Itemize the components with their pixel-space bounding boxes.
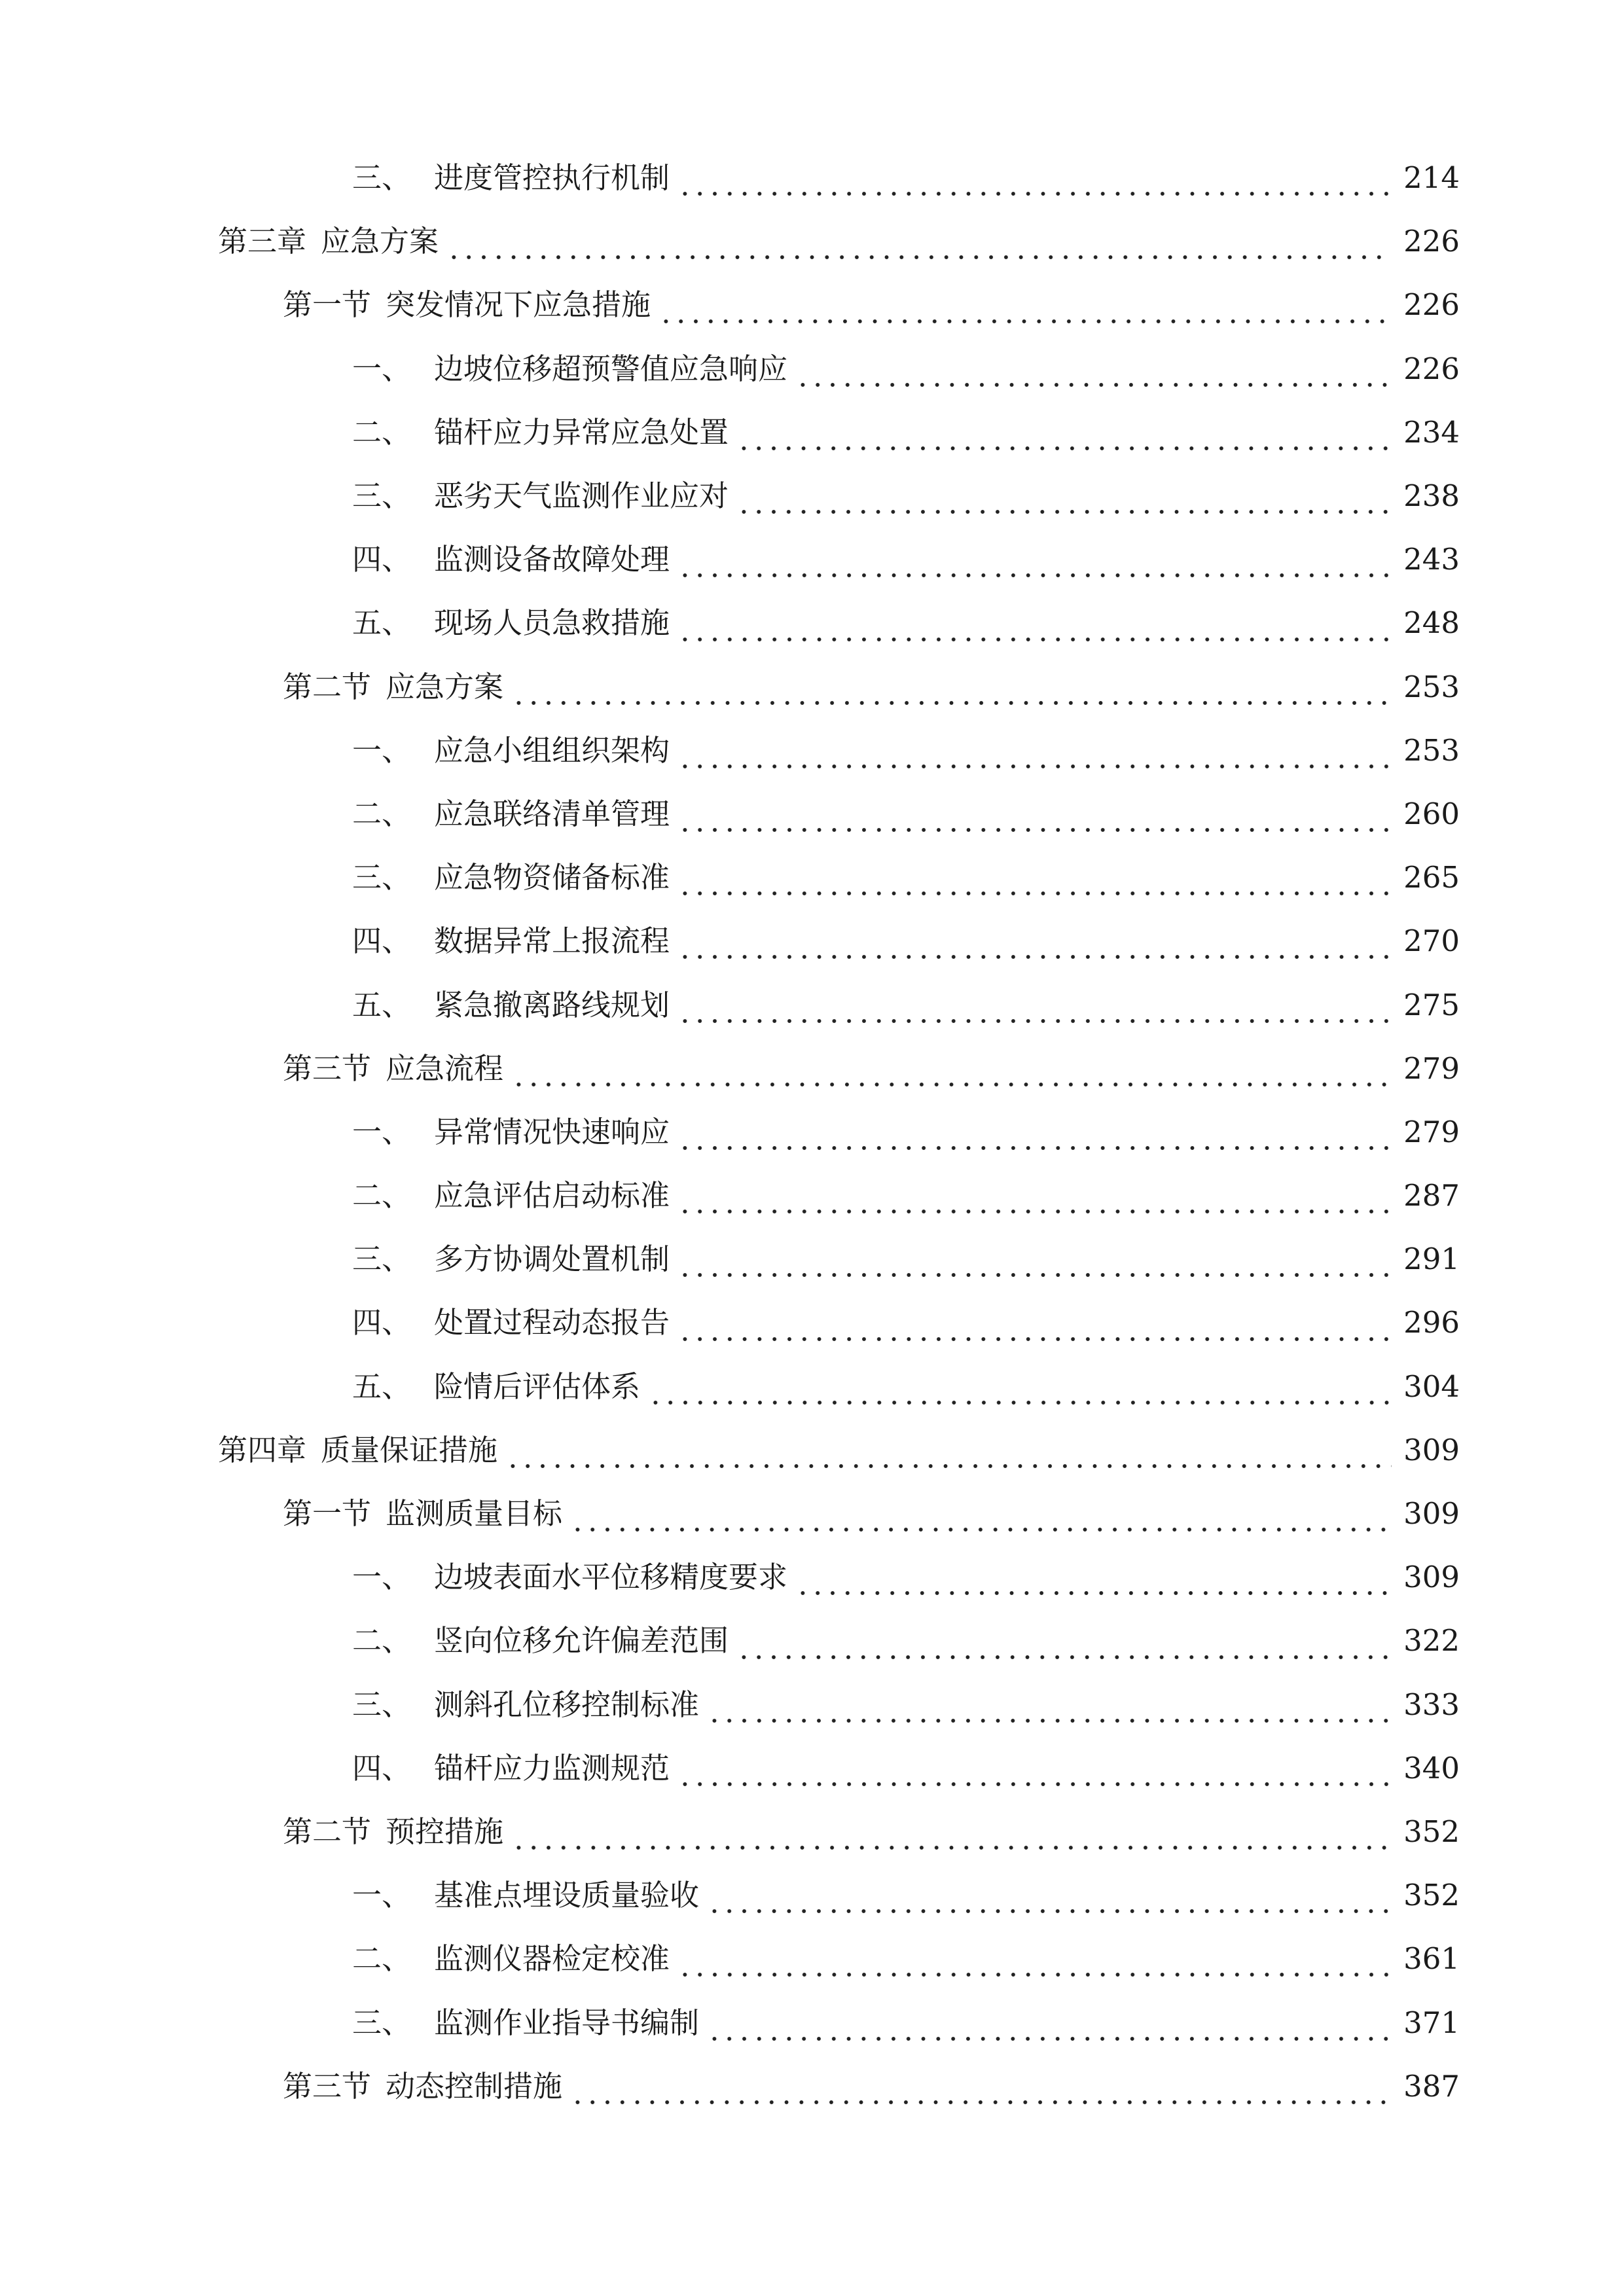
toc-entry-title: 监测作业指导书编制 [434, 2005, 700, 2040]
toc-entry-title: 预控措施 [386, 1814, 504, 1849]
toc-entry-page-number: 275 [1403, 987, 1460, 1022]
toc-entry-page-number: 226 [1403, 351, 1460, 386]
toc-entry-page-number: 238 [1403, 478, 1460, 514]
toc-item-entry[interactable] [0, 591, 1624, 655]
toc-entry-number: 三、 [352, 2005, 412, 2040]
toc-item-entry[interactable] [0, 1355, 1624, 1418]
toc-entry-number: 三、 [352, 478, 412, 514]
toc-entry-number: 二、 [352, 414, 412, 450]
toc-entry-page-number: 322 [1403, 1623, 1460, 1659]
table-of-contents [0, 146, 1624, 2118]
toc-item-entry[interactable] [0, 528, 1624, 591]
toc-item-entry[interactable] [0, 1736, 1624, 1800]
toc-entry-number: 二、 [352, 796, 412, 831]
toc-item-entry[interactable] [0, 1863, 1624, 1927]
toc-entry-number: 五、 [352, 1369, 412, 1404]
toc-chapter-entry[interactable] [0, 209, 1624, 273]
dot-leader [511, 1082, 1392, 1087]
toc-chapter-entry[interactable] [0, 1418, 1624, 1482]
toc-entry-page-number: 253 [1403, 669, 1460, 704]
toc-item-entry[interactable] [0, 973, 1624, 1036]
toc-item-entry[interactable] [0, 1100, 1624, 1164]
toc-entry-page-number: 260 [1403, 796, 1460, 831]
toc-entry-number: 一、 [352, 732, 412, 768]
dot-leader [707, 1718, 1392, 1723]
toc-entry-number: 一、 [352, 351, 412, 386]
toc-entry-title: 应急方案 [386, 669, 504, 704]
toc-item-entry[interactable] [0, 1609, 1624, 1672]
toc-section-entry[interactable] [0, 1482, 1624, 1545]
dot-leader [677, 1209, 1392, 1214]
dot-leader [648, 1400, 1392, 1405]
toc-section-entry[interactable] [0, 273, 1624, 336]
toc-item-entry[interactable] [0, 846, 1624, 909]
toc-entry-number: 三、 [352, 860, 412, 895]
toc-entry-number: 二、 [352, 1941, 412, 1977]
toc-entry-title: 险情后评估体系 [434, 1369, 641, 1404]
toc-entry-title: 监测质量目标 [386, 1496, 563, 1532]
toc-entry-page-number: 226 [1403, 287, 1460, 323]
toc-entry-page-number: 371 [1403, 2005, 1460, 2040]
dot-leader [677, 1145, 1392, 1151]
toc-entry-number: 三、 [352, 160, 412, 196]
toc-entry-title: 多方协调处置机制 [434, 1242, 670, 1277]
toc-entry-number: 第二节 [283, 669, 372, 704]
toc-entry-page-number: 226 [1403, 224, 1460, 259]
toc-entry-page-number: 253 [1403, 732, 1460, 768]
toc-item-entry[interactable] [0, 1545, 1624, 1609]
toc-entry-page-number: 352 [1403, 1814, 1460, 1849]
toc-item-entry[interactable] [0, 1164, 1624, 1227]
dot-leader [677, 573, 1392, 578]
toc-entry-number: 三、 [352, 1687, 412, 1722]
dot-leader [795, 1590, 1392, 1596]
toc-entry-number: 第三章 [218, 224, 307, 259]
toc-entry-number: 四、 [352, 1305, 412, 1340]
dot-leader [677, 1782, 1392, 1787]
toc-entry-number: 四、 [352, 542, 412, 577]
toc-section-entry[interactable] [0, 2054, 1624, 2118]
toc-item-entry[interactable] [0, 1673, 1624, 1736]
toc-entry-number: 一、 [352, 1878, 412, 1913]
toc-entry-title: 边坡位移超预警值应急响应 [434, 351, 788, 386]
toc-entry-page-number: 296 [1403, 1305, 1460, 1340]
dot-leader [736, 1655, 1392, 1660]
toc-entry-page-number: 291 [1403, 1242, 1460, 1277]
dot-leader [677, 1972, 1392, 1977]
toc-entry-title: 应急物资储备标准 [434, 860, 670, 895]
toc-entry-title: 边坡表面水平位移精度要求 [434, 1560, 788, 1595]
toc-entry-number: 第三节 [283, 2068, 372, 2104]
dot-leader [736, 446, 1392, 451]
toc-entry-number: 第三节 [283, 1050, 372, 1086]
dot-leader [736, 509, 1392, 514]
dot-leader [677, 764, 1392, 769]
toc-entry-number: 第二节 [283, 1814, 372, 1849]
dot-leader [707, 2036, 1392, 2041]
toc-item-entry[interactable] [0, 1990, 1624, 2054]
toc-entry-title: 测斜孔位移控制标准 [434, 1687, 700, 1722]
dot-leader [677, 637, 1392, 642]
toc-entry-page-number: 243 [1403, 542, 1460, 577]
toc-entry-title: 处置过程动态报告 [434, 1305, 670, 1340]
toc-entry-title: 异常情况快速响应 [434, 1114, 670, 1149]
toc-item-entry[interactable] [0, 1227, 1624, 1291]
toc-entry-page-number: 309 [1403, 1496, 1460, 1532]
toc-entry-number: 第四章 [218, 1432, 307, 1467]
toc-entry-number: 三、 [352, 1242, 412, 1277]
dot-leader [677, 1272, 1392, 1278]
toc-entry-page-number: 279 [1403, 1050, 1460, 1086]
toc-entry-number: 第一节 [283, 1496, 372, 1532]
dot-leader [795, 382, 1392, 387]
dot-leader [677, 954, 1392, 960]
toc-entry-page-number: 340 [1403, 1750, 1460, 1785]
toc-entry-page-number: 333 [1403, 1687, 1460, 1722]
toc-entry-title: 紧急撤离路线规划 [434, 987, 670, 1022]
dot-leader [511, 1845, 1392, 1850]
toc-entry-title: 应急方案 [321, 224, 439, 259]
toc-entry-title: 基准点埋设质量验收 [434, 1878, 700, 1913]
toc-item-entry[interactable] [0, 401, 1624, 464]
dot-leader [511, 700, 1392, 706]
dot-leader [505, 1463, 1392, 1469]
toc-item-entry[interactable] [0, 146, 1624, 209]
toc-item-entry[interactable] [0, 1291, 1624, 1354]
toc-entry-title: 进度管控执行机制 [434, 160, 670, 196]
toc-entry-number: 五、 [352, 987, 412, 1022]
toc-entry-title: 突发情况下应急措施 [386, 287, 651, 323]
toc-item-entry[interactable] [0, 719, 1624, 782]
toc-entry-title: 锚杆应力异常应急处置 [434, 414, 729, 450]
toc-entry-title: 锚杆应力监测规范 [434, 1750, 670, 1785]
toc-entry-page-number: 270 [1403, 924, 1460, 959]
toc-section-entry[interactable] [0, 1037, 1624, 1100]
toc-entry-title: 现场人员急救措施 [434, 605, 670, 641]
dot-leader [677, 827, 1392, 833]
toc-entry-title: 质量保证措施 [321, 1432, 498, 1467]
dot-leader [446, 255, 1392, 260]
toc-entry-page-number: 287 [1403, 1178, 1460, 1213]
toc-item-entry[interactable] [0, 909, 1624, 973]
toc-entry-number: 第一节 [283, 287, 372, 323]
toc-entry-page-number: 309 [1403, 1432, 1460, 1467]
dot-leader [677, 191, 1392, 196]
toc-entry-number: 四、 [352, 1750, 412, 1785]
toc-entry-title: 应急流程 [386, 1050, 504, 1086]
toc-entry-number: 一、 [352, 1560, 412, 1595]
toc-entry-page-number: 279 [1403, 1114, 1460, 1149]
toc-entry-page-number: 214 [1403, 160, 1460, 196]
toc-entry-number: 二、 [352, 1178, 412, 1213]
dot-leader [570, 1527, 1392, 1532]
toc-entry-number: 四、 [352, 924, 412, 959]
dot-leader [677, 1336, 1392, 1342]
toc-entry-title: 应急小组组织架构 [434, 732, 670, 768]
toc-entry-page-number: 304 [1403, 1369, 1460, 1404]
dot-leader [659, 319, 1392, 324]
toc-entry-page-number: 248 [1403, 605, 1460, 641]
toc-item-entry[interactable] [0, 782, 1624, 846]
toc-entry-title: 数据异常上报流程 [434, 924, 670, 959]
toc-entry-page-number: 309 [1403, 1560, 1460, 1595]
dot-leader [570, 2100, 1392, 2105]
dot-leader [707, 1909, 1392, 1914]
toc-entry-page-number: 265 [1403, 860, 1460, 895]
toc-entry-number: 一、 [352, 1114, 412, 1149]
toc-entry-number: 二、 [352, 1623, 412, 1659]
toc-entry-number: 五、 [352, 605, 412, 641]
toc-entry-page-number: 361 [1403, 1941, 1460, 1977]
toc-section-entry[interactable] [0, 1800, 1624, 1863]
toc-entry-page-number: 387 [1403, 2068, 1460, 2104]
toc-section-entry[interactable] [0, 655, 1624, 719]
dot-leader [677, 1018, 1392, 1024]
toc-entry-title: 监测设备故障处理 [434, 542, 670, 577]
toc-entry-page-number: 234 [1403, 414, 1460, 450]
toc-item-entry[interactable] [0, 337, 1624, 401]
toc-entry-page-number: 352 [1403, 1878, 1460, 1913]
toc-entry-title: 恶劣天气监测作业应对 [434, 478, 729, 514]
toc-item-entry[interactable] [0, 464, 1624, 528]
toc-entry-title: 监测仪器检定校准 [434, 1941, 670, 1977]
dot-leader [677, 891, 1392, 896]
toc-item-entry[interactable] [0, 1927, 1624, 1990]
toc-entry-title: 动态控制措施 [386, 2068, 563, 2104]
toc-entry-title: 应急评估启动标准 [434, 1178, 670, 1213]
toc-entry-title: 竖向位移允许偏差范围 [434, 1623, 729, 1659]
toc-entry-title: 应急联络清单管理 [434, 796, 670, 831]
